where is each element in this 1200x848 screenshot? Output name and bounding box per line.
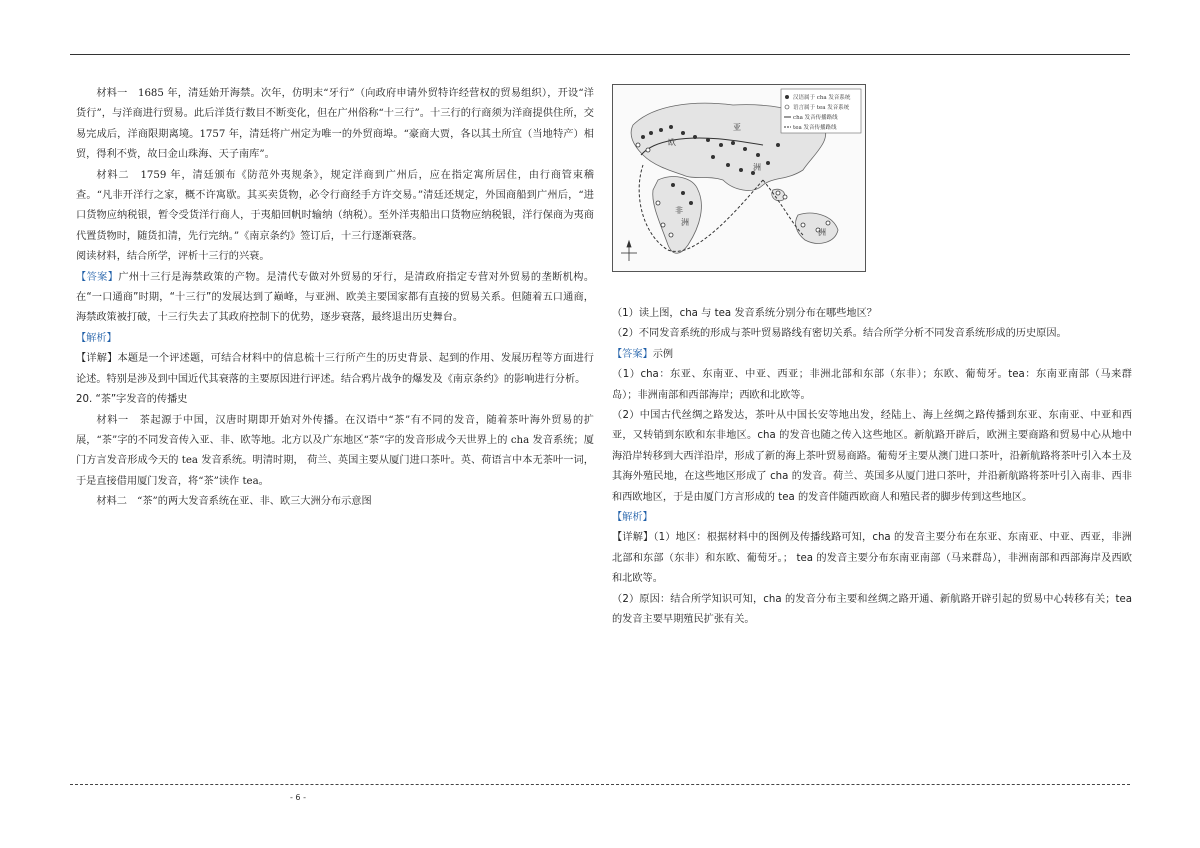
- compass-icon: [621, 241, 637, 261]
- legend-3: cha 发音传播路线: [793, 115, 838, 121]
- map-label-zhou-1: 洲: [753, 163, 761, 172]
- analysis-tag: 【解析】: [76, 332, 117, 344]
- question-19: 阅读材料，结合所学，评析十三行的兴衰。: [76, 251, 270, 263]
- material-3: 材料一 茶起源于中国，汉唐时期即开始对外传播。在汉语中“茶”有不同的发音，随着茶叶海外贸易的扩展，“茶”字的不同发音传入亚、非、欧等地。北方以及广东地区“茶”字的发音形成今天世界上的 cha 发音系统；厦门方言发音形成今天的 tea 发音系统。明清时期， 荷兰、英国主要从厦门进口茶叶。英、荷语言中本无茶叶一词，于是直接借用厦门发音，将“茶”读作 tea。: [76, 414, 594, 487]
- material-1: 材料一 1685 年，清廷始开海禁。次年，仿明末“牙行”（向政府申请外贸特许经营权的贸易组织），开设“洋货行”，与洋商进行贸易。此后洋货行数目不断变化，但在广州俗称“十三行”。十三行的行商须为洋商提供住所，交易完成后，洋商限期离境。1757 年，清廷将广州定为唯一的外贸商埠。“豪商大贾，各以其土所宜（当地特产）相贸，得利不赀，故曰金山珠海、天子南库”。: [76, 88, 594, 161]
- legend-4: tea 发音传播路线: [793, 125, 837, 131]
- map-label-zhou-3: 洲: [818, 228, 826, 237]
- right-column: [612, 304, 1132, 631]
- answer-20-2: （2）中国古代丝绸之路发达，茶叶从中国长安等地出发，经陆上、海上丝绸之路传播到东亚、东南亚、中亚和西亚，又转销到东欧和东非地区。cha 的发音也随之传入这些地区。新航路开辟后，欧洲主要商路和贸易中心从地中海沿岸转移到大西洋沿岸，形成了新的海上茶叶贸易商路。葡萄牙主要从澳门进口茶叶，沿新航路将茶叶引入本土及其海外殖民地，在这些地区形成了 cha 的发音。荷兰、英国多从厦门进口茶叶，并沿新航路将茶叶引入南非、西非和西欧地区，于是由厦门方言形成的 tea 的发音伴随西欧商人和殖民者的脚步传到这些地区。: [612, 410, 1132, 503]
- answer-text: 广州十三行是海禁政策的产物。是清代专做对外贸易的牙行，是清政府指定专营对外贸易的垄断机构。在“一口通商”时期，“十三行”的发展达到了巅峰，与亚洲、欧美主要国家都有直接的贸易关系。但随着五口通商，海禁政策被打破，十三行失去了其政府控制下的优势，逐步衰落，最终退出历史舞台。: [76, 271, 595, 324]
- question-20-2: （2）不同发音系统的形成与茶叶贸易路线有密切关系。结合所学分析不同发音系统形成的历史原因。: [612, 328, 1067, 340]
- map-label-europe: 欧: [668, 138, 676, 147]
- material-2: 材料二 1759 年，清廷颁布《防范外夷规条》，规定洋商到广州后，应在指定寓所居住，由行商管束稽查。“凡非开洋行之家，概不许寓歇。其买卖货物，必令行商经手方许交易。”清廷还规定，外国商船到广州后，“进口货物应纳税银，暂令受货洋行商人，于夷船回帆时输纳（纳税）。至外洋夷船出口货物应纳税银，洋行保商为夷商代置货物时，随货扣清，先行完纳。”《南京条约》签订后，十三行逐渐衰落。: [76, 169, 594, 242]
- map-label-africa: 非: [675, 206, 683, 215]
- header-rule: [70, 54, 1130, 55]
- map-label-zhou-2: 洲: [681, 218, 689, 227]
- analysis-tag-20: 【解析】: [612, 512, 653, 524]
- left-column: [76, 84, 594, 513]
- page-number: - 6 -: [290, 793, 306, 802]
- map-svg: [613, 85, 865, 271]
- map-label-asia: 亚: [733, 123, 741, 132]
- answer-20: [612, 345, 1132, 365]
- answer-tag-20: 【答案】: [612, 348, 653, 360]
- legend-tea-dot: [785, 105, 789, 109]
- question-20-title: 20. “茶”字发音的传播史: [76, 394, 188, 406]
- material-4: 材料二 “茶”的两大发音系统在亚、非、欧三大洲分布示意图: [96, 496, 372, 508]
- detail-20-2: （2）原因：结合所学知识可知，cha 的发音分布主要和丝绸之路开通、新航路开辟引起的贸易中心转移有关；tea 的发音主要早期殖民扩张有关。: [612, 593, 1132, 626]
- answer-20-1: （1）cha：东亚、东南亚、中亚、西亚；非洲北部和东部（东非）；东欧、葡萄牙。tea：东南亚南部（马来群岛）；非洲南部和西部海岸；西欧和北欧等。: [612, 369, 1132, 401]
- answer-19: [76, 268, 594, 329]
- legend-2: 语言属于 tea 发音系统: [793, 105, 850, 111]
- question-20-1: （1）读上图，cha 与 tea 发音系统分别分布在哪些地区？: [612, 308, 877, 319]
- answer-label: 示例: [652, 348, 674, 360]
- footer-rule: [70, 784, 1130, 785]
- answer-tag: 【答案】: [76, 271, 119, 283]
- legend-cha-dot: [785, 95, 789, 99]
- detail-20-1: 【详解】（1）地区：根据材料中的图例及传播线路可知，cha 的发音主要分布在东亚、东南亚、中亚、西亚，非洲北部和东部（东非）和东欧、葡萄牙。； tea 的发音主要分布东南亚南部（马来群岛），非洲南部和西部海岸及西欧和北欧等。: [612, 532, 1132, 585]
- detail-19: 【详解】本题是一个评述题，可结合材料中的信息梳十三行所产生的历史背景、起到的作用、发展历程等方面进行论述。特别是涉及到中国近代其衰落的主要原因进行评述。结合鸦片战争的爆发及《南京条约》的影响进行分析。: [76, 353, 594, 385]
- tea-pronunciation-map: [612, 84, 866, 272]
- legend-1: 汉语属于 cha 发音系统: [793, 95, 851, 101]
